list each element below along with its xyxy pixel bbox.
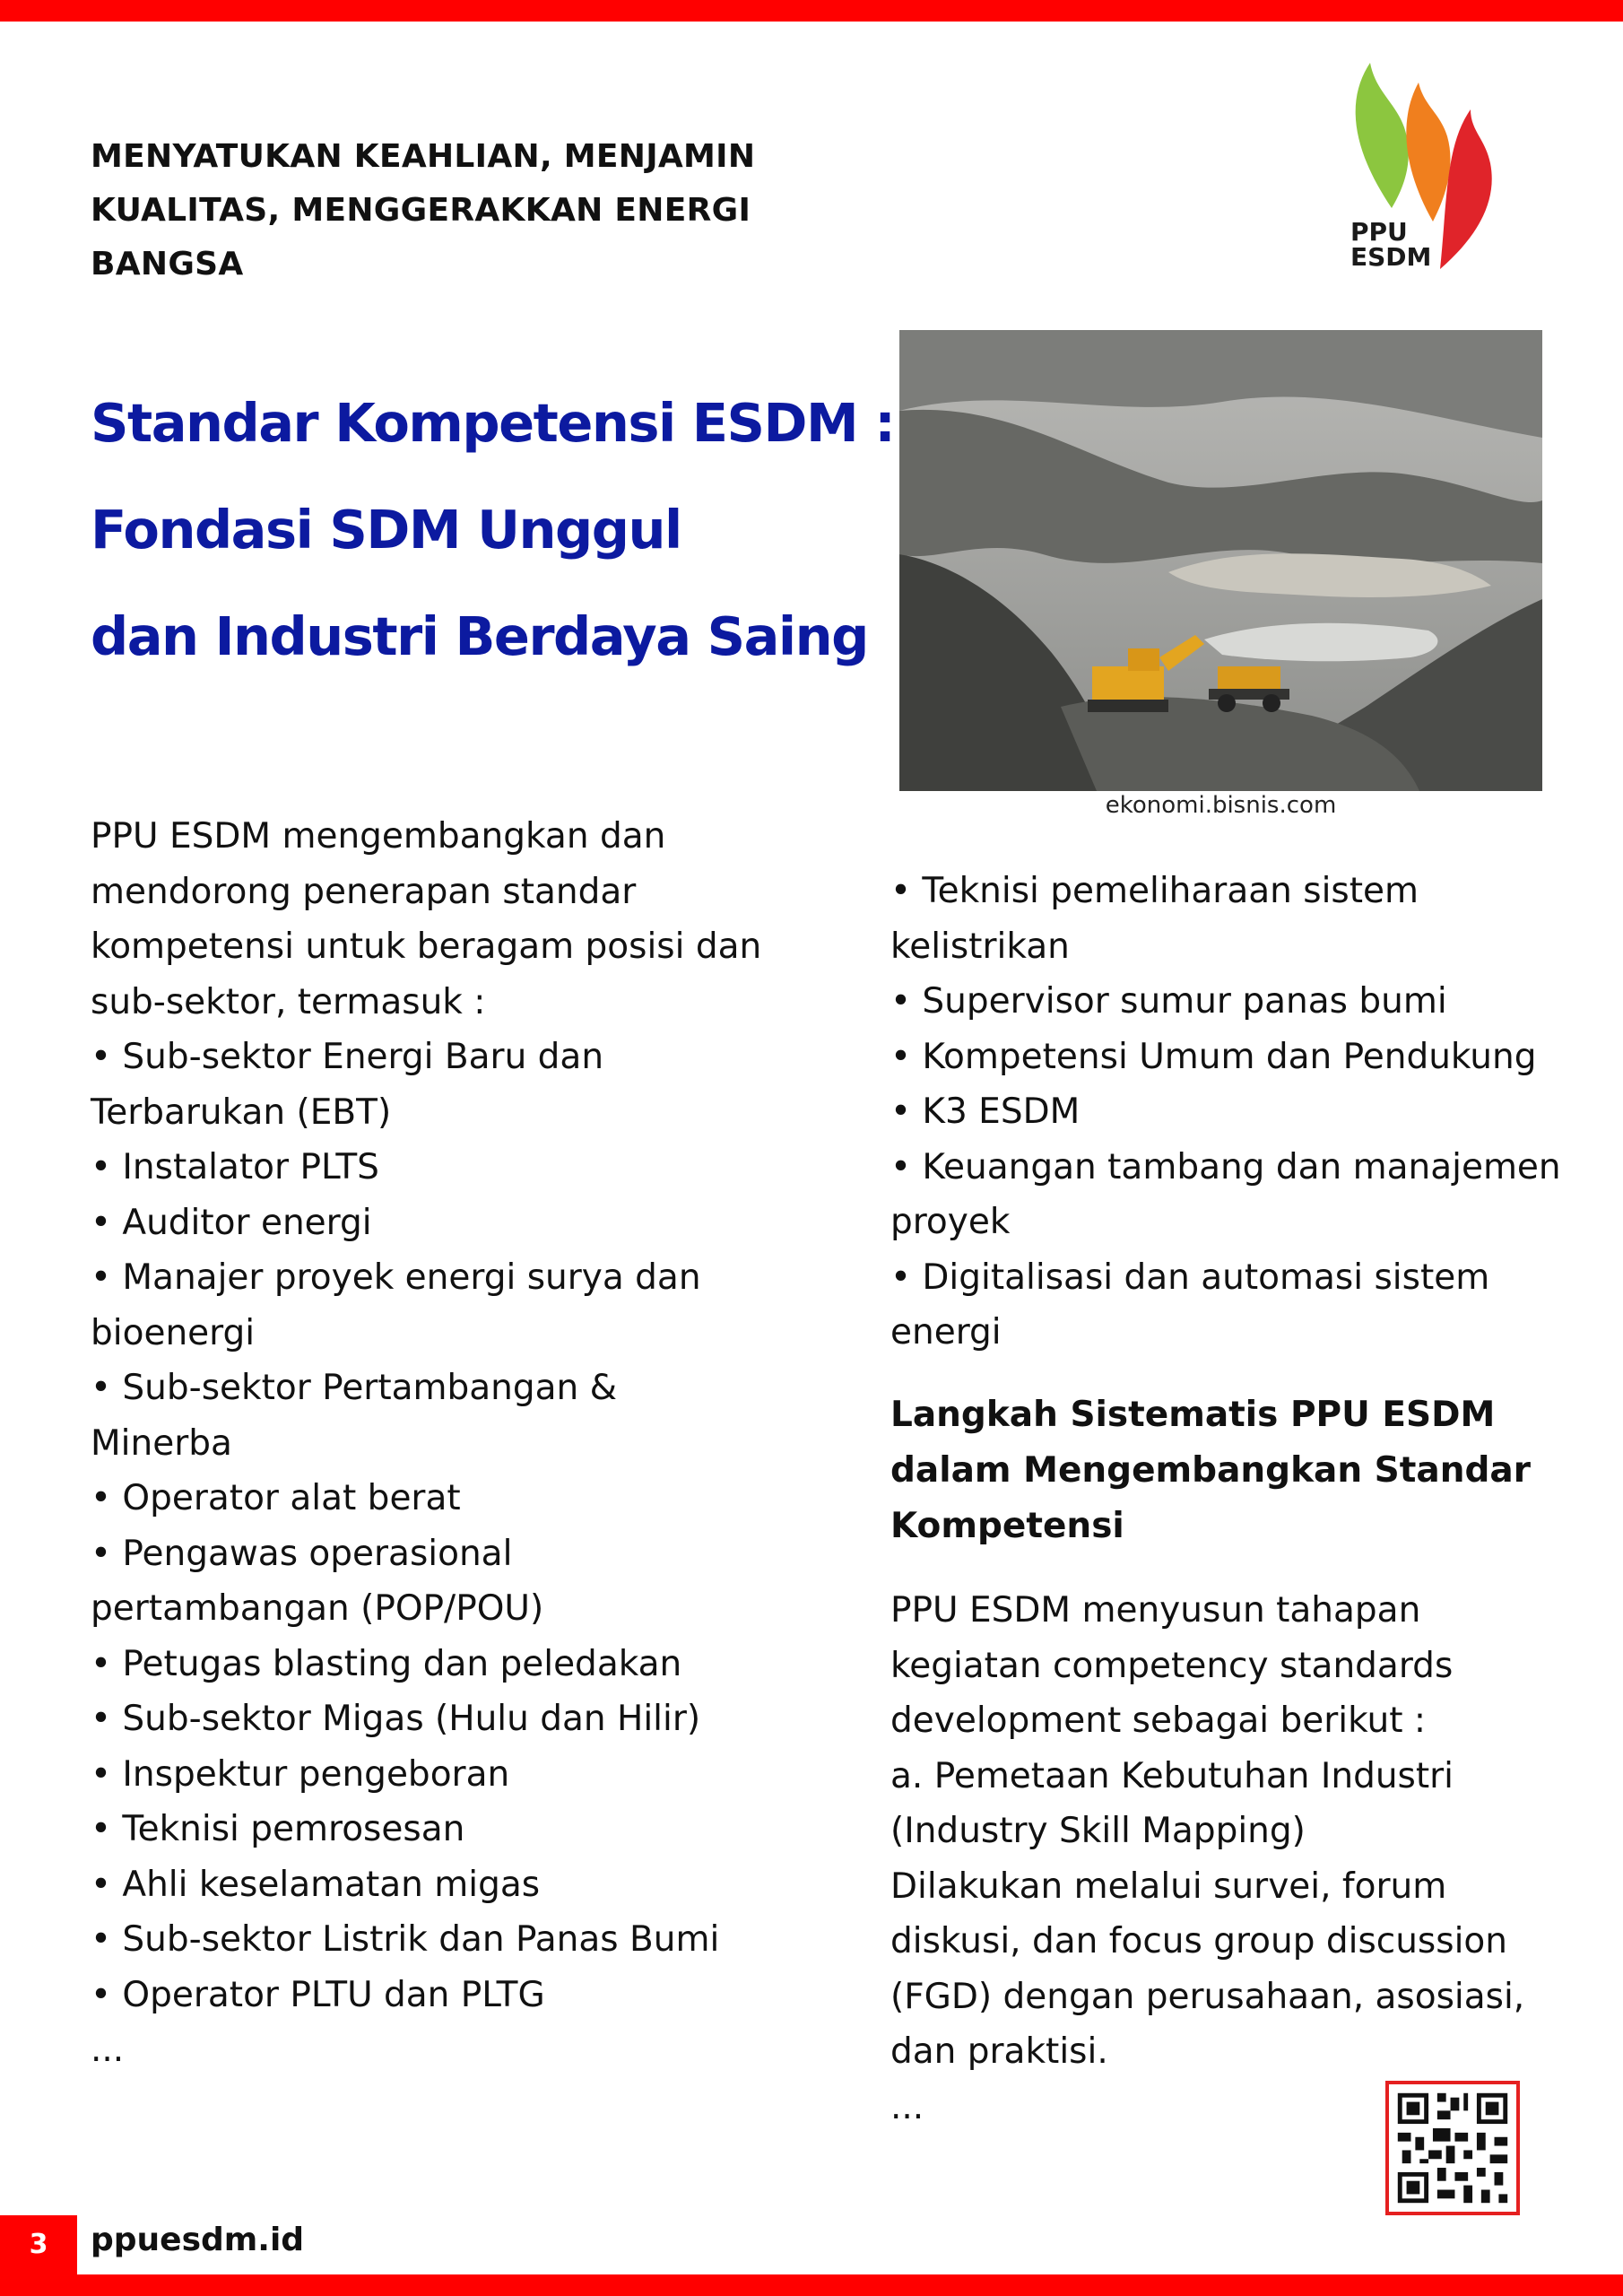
tagline-line: KUALITAS, MENGGERAKKAN ENERGI	[91, 192, 751, 229]
heading-line: dalam Mengembangkan Standar	[890, 1450, 1531, 1491]
title-line: Fondasi SDM Unggul	[91, 499, 681, 561]
list-item: • Operator PLTU dan PLTG	[91, 1974, 545, 2015]
text-line: kompetensi untuk beragam posisi dan	[91, 926, 762, 967]
list-item: • Digitalisasi dan automasi sistem	[890, 1257, 1490, 1298]
list-item: • Teknisi pemrosesan	[91, 1809, 465, 1849]
text-line: Dilakukan melalui survei, forum	[890, 1866, 1447, 1907]
qr-code[interactable]	[1385, 2081, 1520, 2215]
logo-text-ppu: PPU	[1350, 217, 1408, 247]
list-item: • Inspektur pengeboran	[91, 1753, 510, 1795]
text-line: diskusi, dan focus group discussion	[890, 1921, 1507, 1961]
text-line: PPU ESDM menyusun tahapan	[890, 1590, 1421, 1631]
logo-flame-green	[1356, 63, 1409, 208]
list-item: • Petugas blasting dan peledakan	[91, 1643, 682, 1684]
list-item: • Sub-sektor Energi Baru dan	[91, 1037, 604, 1077]
logo-flame-red	[1440, 109, 1492, 269]
list-item: bioenergi	[91, 1312, 256, 1353]
page-number: 3	[0, 2215, 77, 2274]
list-item: proyek	[890, 1202, 1011, 1242]
right-column-body	[890, 1583, 1599, 2135]
list-item: • Manajer proyek energi surya dan	[91, 1257, 701, 1298]
list-item: Terbarukan (EBT)	[91, 1091, 392, 1133]
list-item: • Supervisor sumur panas bumi	[890, 981, 1447, 1022]
logo-flame-orange	[1406, 83, 1450, 222]
site-url[interactable]: ppuesdm.id	[91, 2222, 305, 2258]
heading-line: Langkah Sistematis PPU ESDM	[890, 1395, 1496, 1435]
list-item: • Kompetensi Umum dan Pendukung	[890, 1036, 1537, 1077]
text-line: mendorong penerapan standar	[91, 871, 637, 912]
list-item: • Pengawas operasional	[91, 1533, 513, 1574]
ppu-esdm-logo	[1336, 56, 1506, 280]
text-line: (FGD) dengan perusahaan, asosiasi,	[890, 1976, 1525, 2017]
text-line: sub-sektor, termasuk :	[91, 981, 486, 1022]
photo-caption: ekonomi.bisnis.com	[1105, 792, 1337, 819]
qr-code-icon	[1389, 2084, 1516, 2212]
text-line: (Industry Skill Mapping)	[890, 1811, 1306, 1851]
list-item: • Instalator PLTS	[91, 1147, 379, 1187]
list-item: • K3 ESDM	[890, 1091, 1081, 1132]
list-item: • Teknisi pemeliharaan sistem	[890, 871, 1419, 911]
page-title	[91, 370, 895, 690]
text-line: kegiatan competency standards	[890, 1645, 1454, 1686]
text-line: PPU ESDM mengembangkan dan	[91, 816, 666, 857]
list-item: • Ahli keselamatan migas	[91, 1864, 541, 1905]
ellipsis: ...	[890, 2086, 924, 2127]
list-item: • Sub-sektor Pertambangan &	[91, 1368, 618, 1408]
tagline-line: BANGSA	[91, 246, 244, 283]
mining-site-photo	[899, 330, 1542, 791]
title-line: Standar Kompetensi ESDM :	[91, 392, 895, 454]
list-item: • Keuangan tambang dan manajemen	[890, 1146, 1561, 1187]
tagline-line: MENYATUKAN KEAHLIAN, MENJAMIN	[91, 138, 756, 175]
text-line: a. Pemetaan Kebutuhan Industri	[890, 1755, 1454, 1796]
section-heading	[890, 1387, 1599, 1554]
list-item: • Auditor energi	[91, 1202, 372, 1243]
text-line: dan praktisi.	[890, 2031, 1108, 2072]
top-red-bar	[0, 0, 1623, 22]
right-column-list	[890, 864, 1599, 1361]
list-item: • Sub-sektor Migas (Hulu dan Hilir)	[91, 1699, 701, 1739]
heading-line: Kompetensi	[890, 1506, 1124, 1546]
list-item: pertambangan (POP/POU)	[91, 1588, 544, 1629]
tagline	[91, 130, 826, 291]
list-item: • Sub-sektor Listrik dan Panas Bumi	[91, 1919, 720, 1960]
title-line: dan Industri Berdaya Saing	[91, 605, 868, 667]
left-column-text	[91, 809, 835, 2078]
ellipsis: ...	[91, 2030, 125, 2070]
text-line: development sebagai berikut :	[890, 1700, 1427, 1741]
list-item: Minerba	[91, 1422, 232, 1464]
logo-text-esdm: ESDM	[1350, 242, 1432, 272]
list-item: kelistrikan	[890, 926, 1070, 967]
bottom-red-bar	[0, 2274, 1623, 2296]
list-item: • Operator alat berat	[91, 1478, 461, 1518]
list-item: energi	[890, 1312, 1002, 1352]
